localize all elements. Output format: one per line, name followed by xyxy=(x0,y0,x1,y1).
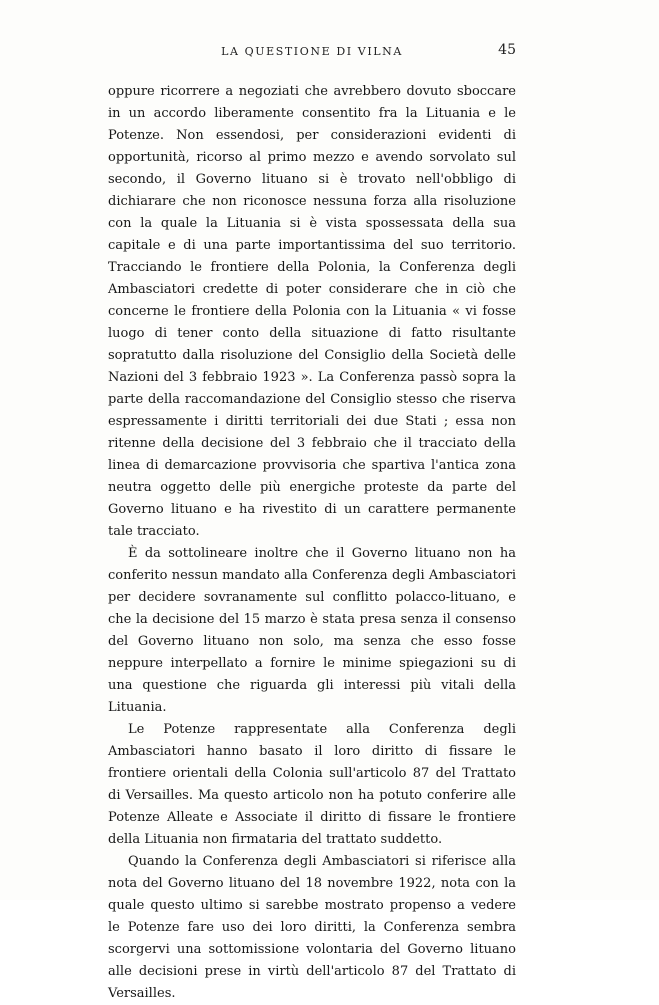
paragraph-4: Quando la Conferenza degli Ambasciatori si riferisce alla nota del Governo lituano del 18 novembre 1922, nota con la quale questo ultimo si sarebbe mostrato propenso a vedere le Potenze fare uso dei loro diritti, la Conferenza sembra scorgervi una sottomissione volontaria del Governo lituano alle decisioni prese in virtù dell'articolo 87 del Trattato di Versailles. xyxy=(108,854,516,1001)
page-number: 45 xyxy=(498,42,516,58)
running-head xyxy=(108,42,516,58)
paragraph-1: oppure ricorrere a negoziati che avrebbero dovuto sboccare in un accordo liberamente consentito fra la Lituania e le Potenze. Non essendosi, per considerazioni evidenti di opportunità, ricorso al primo mezzo e avendo sorvolato sul secondo, il Governo lituano si è trovato nell'obbligo di dichiarare che non riconosce nessuna forza alla risoluzione con la quale la Lituania si è vista spossessata della sua capitale e di una parte importantissima del suo territorio. Tracciando le frontiere della Polonia, la Conferenza degli Ambasciatori credette di poter considerare che in ciò che concerne le frontiere della Polonia con la Lituania « vi fosse luogo di tener conto della situazione di fatto risultante sopratutto dalla risoluzione del Consiglio della Società delle Nazioni del 3 febbraio 1923 ». La Conferenza passò sopra la parte della raccomandazione del Consiglio stesso che riserva espressamente i diritti territoriali dei due Stati ; essa non ritenne della decisione del 3 febbraio che il tracciato della linea di demarcazione provvisoria che spartiva l'antica zona neutra oggetto delle più energiche proteste da parte del Governo lituano e ha rivestito di un carattere permanente tale tracciato. xyxy=(108,84,516,539)
paragraph-2: È da sottolineare inoltre che il Governo lituano non ha conferito nessun mandato alla Conferenza degli Ambasciatori per decidere sovranamente sul conflitto polacco-lituano, e che la decisione del 15 marzo è stata presa senza il consenso del Governo lituano non solo, ma senza che esso fosse neppure interpellato a fornire le minime spiegazioni su di una questione che riguarda gli interessi più vitali della Lituania. xyxy=(108,546,516,715)
running-title: LA QUESTIONE DI VILNA xyxy=(221,45,403,58)
paragraph-3: Le Potenze rappresentate alla Conferenza degli Ambasciatori hanno basato il loro diritto di fissare le frontiere orientali della Colonia sull'articolo 87 del Trattato di Versailles. Ma questo articolo non ha potuto conferire alle Potenze Alleate e Associate il diritto di fissare le frontiere della Lituania non firmataria del trattato suddetto. xyxy=(108,722,516,847)
body-text xyxy=(108,81,516,1005)
